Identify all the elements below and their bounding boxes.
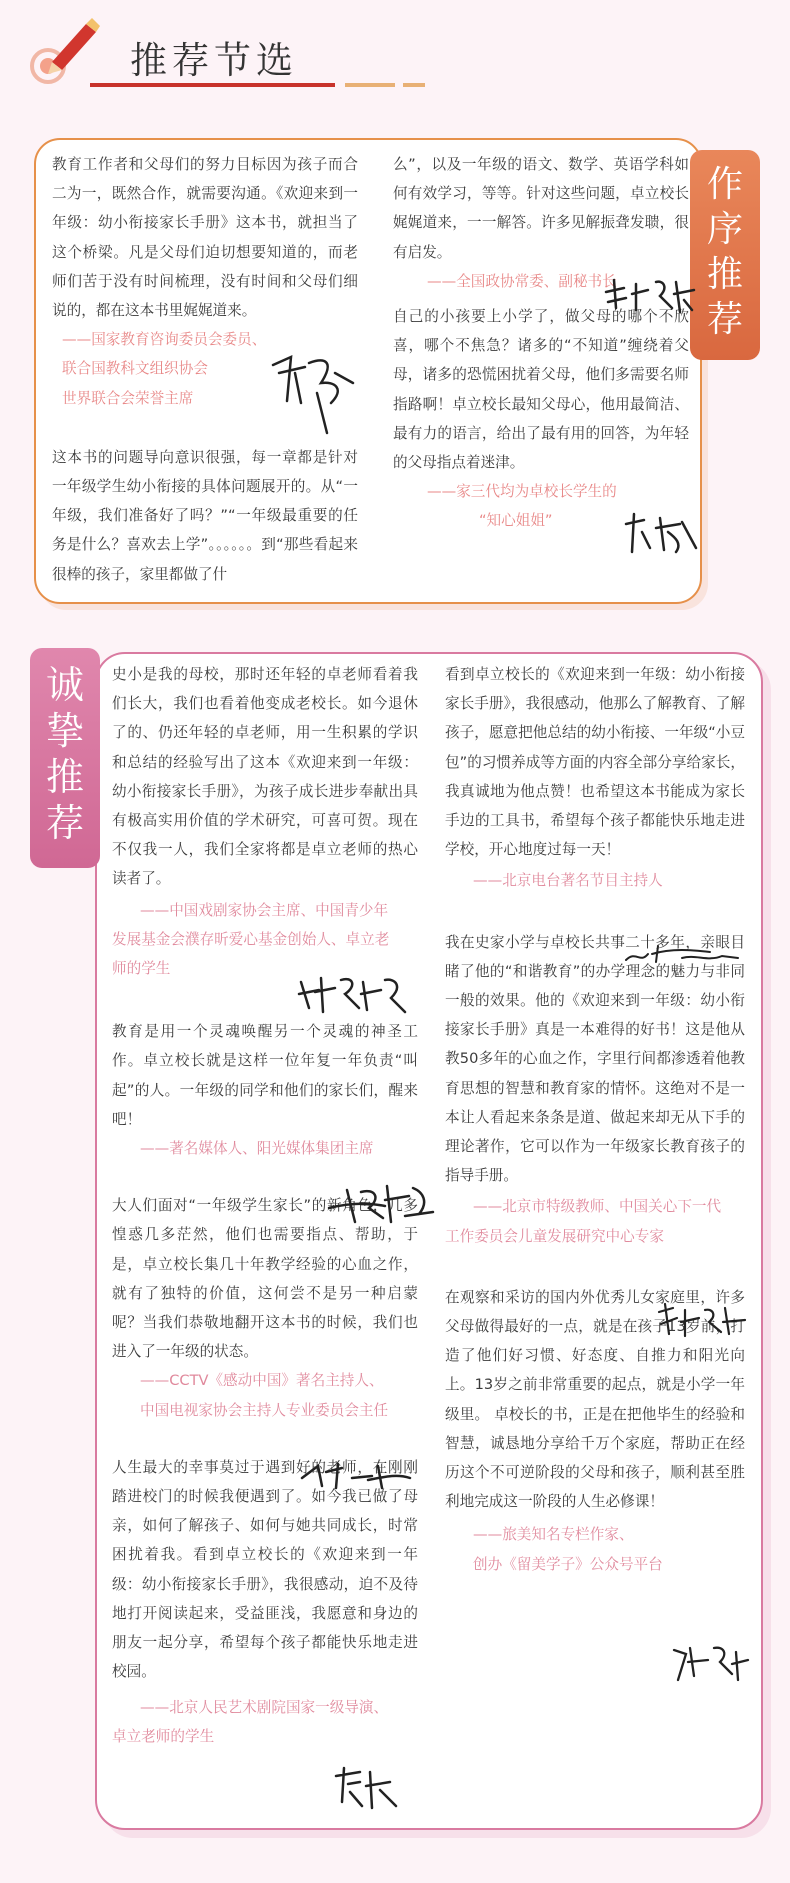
attribution-line: ——北京市特级教师、中国关心下一代	[473, 1198, 722, 1216]
quote-attribution: ——著名媒体人、阳光媒体集团主席	[140, 1140, 374, 1158]
quote-text: 我在史家小学与卓校长共事二十多年，亲眼目睹了他的“和谐教育”的办学理念的魅力与非同一般的效果。他的《欢迎来到一年级：幼小衔接家长手册》真是一本难得的好书！这是他从教50多年的心血之作，字里行间都渗透着他教育思想的智慧和教育家的情怀。这绝对不是一本让人看起来条条是道、做起来却无从下手的理论著作，它可以作为一年级家长教育孩子的指导手册。	[445, 933, 745, 1185]
quote-text: 这本书的问题导向意识很强，每一章都是针对一年级学生幼小衔接的具体问题展开的。从“一年级，我们准备好了吗？”“一年级最重要的任务是什么？喜欢去上学”。。。。。。到“那些看起来很棒的孩子，家里都做了什	[52, 448, 358, 583]
quote-attribution	[445, 1192, 745, 1250]
attribution-line: 工作委员会儿童发展研究中心专家	[445, 1227, 664, 1245]
tab-char: 荐	[45, 801, 84, 845]
quote-attribution	[112, 1693, 418, 1751]
handwritten-signature	[620, 508, 700, 558]
quote-text: 史小是我的母校，那时还年轻的卓老师看着我们长大，我们也看着他变成老校长。如今退休了的、仍还年轻的卓老师，用一生积累的学识和总结的经验写出了这本《欢迎来到一年级：幼小衔接家长手册》，为孩子成长进步奉献出具有极高实用价值的学术研究，可喜可贺。现在不仅我一人，我们全家将都是卓立老师的热心读者了。	[112, 666, 418, 888]
panel1-right-column	[393, 150, 689, 536]
attribution-line: 世界联合会荣誉主席	[62, 389, 194, 407]
attribution-line: ——CCTV《感动中国》著名主持人、	[140, 1372, 384, 1390]
handwritten-signature	[325, 1178, 435, 1228]
tab-char: 序	[706, 209, 743, 250]
quote-attribution	[445, 1520, 745, 1578]
handwritten-signature	[265, 343, 357, 438]
section-header	[0, 0, 790, 100]
quote-attribution: ——北京电台著名节目主持人	[473, 872, 663, 890]
handwritten-signature	[295, 968, 410, 1020]
handwritten-signature	[655, 1300, 747, 1340]
panel2-right-column	[445, 660, 745, 1579]
attribution-line: 创办《留美学子》公众号平台	[473, 1555, 663, 1573]
title-underline	[90, 83, 335, 87]
attribution-line: ——北京人民艺术剧院国家一级导演、	[140, 1698, 389, 1716]
attribution-line: 卓立老师的学生	[112, 1727, 215, 1745]
tab-preface-recommend	[690, 150, 760, 360]
title-underline-accent	[345, 83, 395, 87]
tab-char: 推	[45, 755, 84, 799]
tab-char: 推	[706, 254, 743, 295]
title-underline-accent	[403, 83, 425, 87]
quote-text: 大人们面对“一年级学生家长”的新角色，几多惶惑几多茫然，他们也需要指点、帮助，于是，卓立校长集几十年教学经验的心血之作，就有了独特的价值，这何尝不是另一种启蒙呢？当我们恭敬地翻开这本书的时候，我们也进入了一年级的状态。	[112, 1197, 418, 1361]
quote-text: 教育是用一个灵魂唤醒另一个灵魂的神圣工作。卓立校长就是这样一位年复一年负责“叫起”的人。一年级的同学和他们的家长们，醒来吧！	[112, 1023, 418, 1128]
quote-text: 在观察和采访的国内外优秀儿女家庭里，许多父母做得最好的一点，就是在孩子13岁前，打造了他们好习惯、好态度、自推力和阳光向上。13岁之前非常重要的起点，就是小学一年级里。 卓校长的书，正是在把他毕生的经验和智慧，诚恳地分享给千万个家庭，帮助正在经历这个不可逆阶段的父母和孩子，顺利甚至胜利地完成这一阶段的人生必修课！	[445, 1288, 745, 1511]
attribution-line: 发展基金会濮存昕爱心基金创始人、卓立老	[112, 930, 390, 948]
tab-sincere-recommend	[30, 648, 100, 868]
quote-text: 自己的小孩要上小学了，做父母的哪个不欣喜，哪个不焦急？诸多的“不知道”缠绕着父母，诸多的恐慌困扰着父母，他们多需要名师指路啊！卓立校长最知父母心，他用最简洁、最有力的语言，给出了最有用的回答，为年轻的父母指点着迷津。	[393, 308, 689, 472]
attribution-line: ——旅美知名专栏作家、	[473, 1526, 634, 1544]
handwritten-signature	[622, 938, 740, 968]
attribution-line: ——家三代均为卓校长学生的	[427, 483, 617, 501]
attribution-line: ——国家教育咨询委员会委员、	[62, 331, 267, 349]
quote-text: 么”，以及一年级的语文、数学、英语学科如何有效学习，等等。针对这些问题，卓立校长娓娓道来，一一解答。许多见解振聋发聩，很有启发。	[393, 156, 689, 261]
quote-text: 人生最大的幸事莫过于遇到好的老师，在刚刚踏进校门的时候我便遇到了。如今我已做了母亲，如何了解孩子、如何与她共同成长，时常困扰着我。看到卓立校长的《欢迎来到一年级：幼小衔接家长手册》，我很感动，迫不及待地打开阅读起来，受益匪浅，我愿意和身边的朋友一起分享，希望每个孩子都能快乐地走进校园。	[112, 1458, 418, 1681]
quote-text: 看到卓立校长的《欢迎来到一年级：幼小衔接家长手册》，我很感动，他那么了解教育、了解孩子，愿意把他总结的幼小衔接、一年级“小豆包”的习惯养成等方面的内容全部分享给家长，我真诚地为他点赞！也希望这本书能成为家长手边的工具书，希望每个孩子都能快乐地走进学校，开心地度过每一天！	[445, 666, 745, 859]
handwritten-signature	[668, 1640, 750, 1686]
tab-char: 作	[706, 164, 743, 205]
handwritten-signature	[602, 272, 697, 318]
attribution-line: 中国电视家协会主持人专业委员会主任	[140, 1401, 389, 1419]
page-title: 推荐节选	[130, 39, 298, 82]
handwritten-signature	[330, 1762, 402, 1814]
attribution-line: “知心姐姐”	[479, 512, 553, 530]
quote-attribution: ——全国政协常委、副秘书长	[427, 272, 617, 290]
attribution-line: ——中国戏剧家协会主席、中国青少年	[140, 901, 389, 919]
tab-char: 荐	[706, 299, 743, 340]
tab-char: 诚	[45, 663, 84, 707]
tab-char: 挚	[45, 709, 84, 753]
attribution-line: 联合国教科文组织协会	[62, 360, 208, 378]
quote-attribution	[112, 1366, 418, 1424]
handwritten-signature	[298, 1458, 413, 1492]
pen-icon	[22, 16, 102, 86]
quote-text: 教育工作者和父母们的努力目标因为孩子而合二为一，既然合作，就需要沟通。《欢迎来到一年级：幼小衔接家长手册》这本书，就担当了这个桥梁。凡是父母们迫切想要知道的，而老师们苦于没有时间梳理，没有时间和父母们细说的，都在这本书里娓娓道来。	[52, 156, 358, 320]
attribution-line: 师的学生	[112, 960, 171, 978]
